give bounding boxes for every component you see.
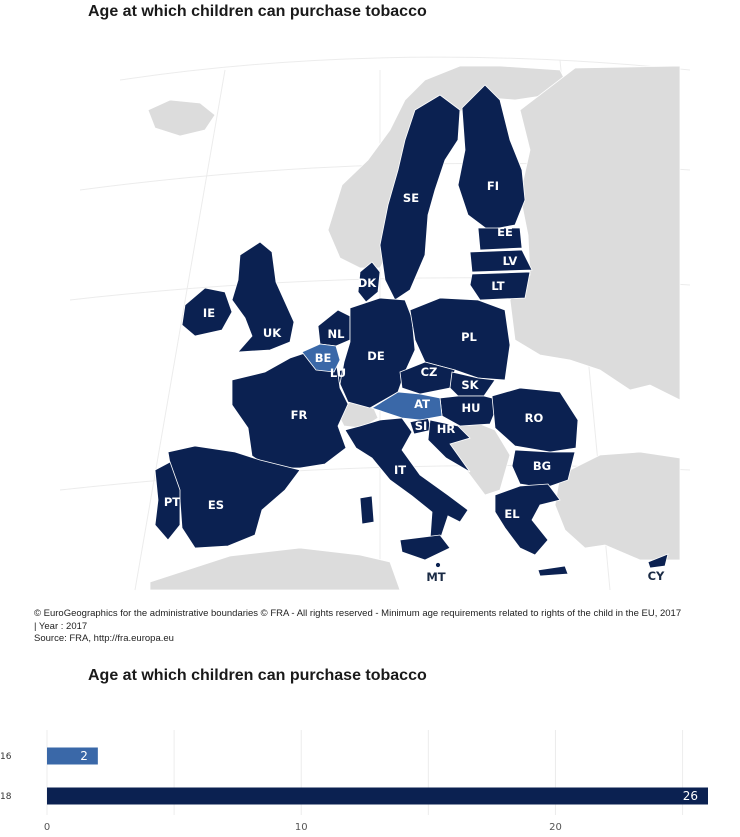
label-lv: LV [502,254,518,268]
x-tick-label: 20 [549,822,562,832]
bar [47,748,98,765]
label-be: BE [314,351,332,365]
label-fi: FI [486,179,500,193]
x-tick-label: 10 [294,822,308,832]
label-hu: HU [461,401,481,415]
label-ro: RO [524,411,544,425]
value-label: 26 [682,789,698,803]
label-lt: LT [491,279,505,293]
label-si: SI [414,419,428,433]
label-dk: DK [357,276,377,290]
label-pt: PT [163,495,181,509]
bar-chart [0,700,740,837]
bar [47,788,708,805]
label-cy: CY [647,569,665,583]
label-bg: BG [532,459,552,473]
label-mt: MT [426,570,446,584]
label-es: ES [207,498,225,512]
bar-chart-svg [0,700,740,832]
label-uk: UK [262,326,282,340]
label-pl: PL [461,330,477,344]
bar-chart-title: Age at which children can purchase tobacco [88,667,427,684]
label-sk: SK [461,378,479,392]
label-ee: EE [497,225,513,239]
label-cz: CZ [420,365,438,379]
label-ie: IE [202,306,216,320]
source-line-2: | Year : 2017 [34,620,88,632]
category-label: 18 [0,792,12,802]
label-lu: LU [329,366,347,380]
source-line-3: Source: FRA, http://fra.europa.eu [34,633,174,644]
label-se: SE [402,191,420,205]
map-source [34,608,704,646]
label-fr: FR [290,408,308,422]
label-at: AT [414,397,430,411]
x-tick-label: 0 [43,822,51,832]
map-title: Age at which children can purchase tobacco [88,3,427,20]
label-it: IT [393,463,407,477]
label-el: EL [504,507,520,521]
label-nl: NL [327,327,345,341]
label-hr: HR [436,422,456,436]
label-de: DE [367,349,385,363]
value-label: 2 [80,749,88,763]
source-line-1: © EuroGeographics for the administrative boundaries © FRA - All rights reserved - Minimum age requirements related to rights of the child in the EU, 2017 [34,608,682,619]
category-label: 16 [0,752,12,762]
